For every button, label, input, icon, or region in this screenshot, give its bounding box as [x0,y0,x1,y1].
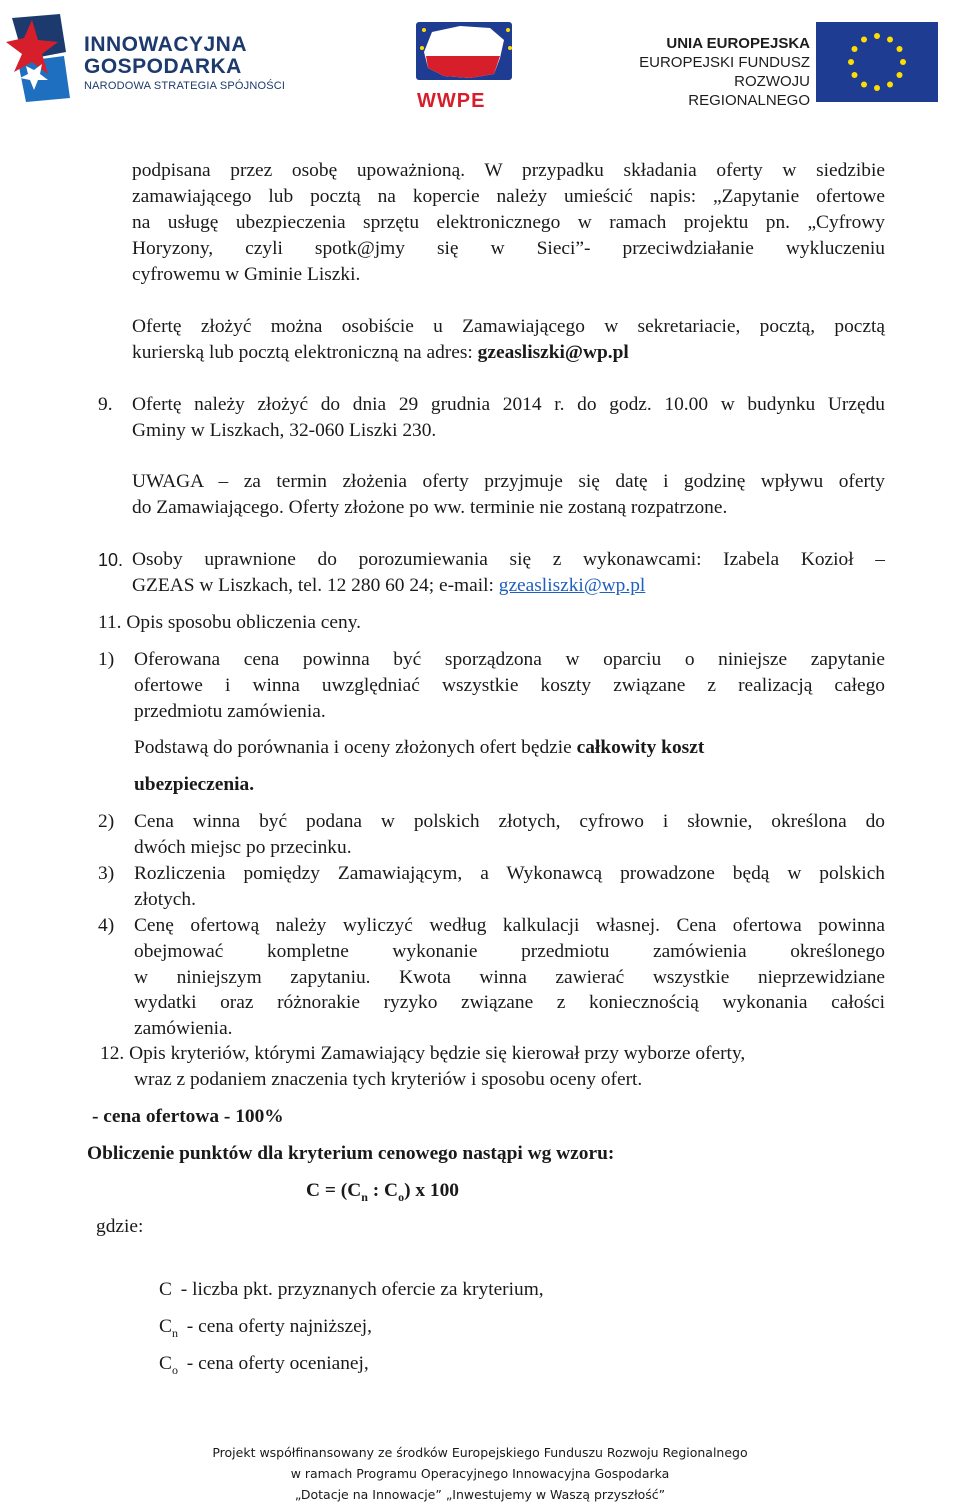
section-9-number: 9. [98,394,113,415]
ig-logo-line3: NARODOWA STRATEGIA SPÓJNOŚCI [84,80,286,92]
calculation-heading: Obliczenie punktów dla kryterium cenowego nastąpi wg wzoru: [87,1143,615,1164]
legend-row-co [159,1351,859,1383]
item-2-number: 2) [98,811,115,832]
criterion-price: - cena ofertowa - 100% [92,1106,284,1127]
p2-email: gzeasliszki@wp.pl [477,342,629,363]
item-1-number: 1) [98,649,115,670]
legend-row-c [159,1277,859,1309]
podstawa-bold: całkowity koszt [576,737,705,758]
legend-text: - cena oferty ocenianej, [186,1353,369,1374]
eu-logo-line3: ROZWOJU REGIONALNEGO [688,73,810,109]
wwpe-logo-text: WWPE [417,90,486,112]
p2-line2 [132,340,885,366]
item-3-number: 3) [98,863,115,884]
legend-symbol: C [159,1279,172,1300]
page-footer [0,1442,960,1505]
item-4-line3: w niniejszym zapytaniu. Kwota winna zawierać wszystkie nieprzewidziane [134,967,885,988]
formula-sub-o: o [398,1189,405,1204]
p1-line2: zamawiającego lub pocztą na kopercie należy umieścić napis: „Zapytanie ofertowe [132,186,885,207]
p1-line5: cyfrowemu w Gminie Liszki. [132,264,361,285]
formula-part-b: : C [367,1180,399,1201]
ig-star-icon [4,12,82,104]
item-2-line2: dwóch miejsc po przecinku. [134,837,352,858]
legend-symbol: C [159,1353,172,1374]
p1-line1: podpisana przez osobę upoważnioną. W przypadku składania oferty w siedzibie [132,160,885,181]
section-10-line2-text: GZEAS w Liszkach, tel. 12 280 60 24; e-mail: [132,575,494,596]
eu-logo-line1: UNIA EUROPEJSKA [666,35,810,52]
ig-logo-line1: INNOWACYJNA [84,33,248,56]
legend-symbol: C [159,1316,172,1337]
page-header [0,0,960,120]
item-3-line1: Rozliczenia pomiędzy Zamawiającym, a Wykonawcą prowadzone będą w polskich [134,863,885,884]
item-4-line2: obejmować kompletne wykonanie przedmiotu zamówienia określonego [134,941,885,962]
poland-map-flag-icon [410,18,520,88]
section-12-line1: 12. Opis kryteriów, którymi Zamawiający będzie się kierował przy wyborze oferty, [100,1043,746,1064]
footer-line3: „Dotacje na Innowacje” „Inwestujemy w Waszą przyszłość” [294,1487,666,1502]
p1-line4: Horyzony, czyli spotk@jmy się w Sieci”- przeciwdziałanie wykluczeniu [132,238,885,259]
p2-line2-text: kurierską lub pocztą elektroniczną na adres: [132,342,473,363]
p2-line1: Ofertę złożyć można osobiście u Zamawiającego w sekretariacie, pocztą, pocztą [132,316,885,337]
eu-logo-line2: EUROPEJSKI FUNDUSZ [639,54,810,71]
footer-line2: w ramach Programu Operacyjnego Innowacyjna Gospodarka [290,1466,670,1481]
item-3-line2: złotych. [134,889,196,910]
section-9-line1: Ofertę należy złożyć do dnia 29 grudnia 2014 r. do godz. 10.00 w budynku Urzędu [132,394,885,415]
formula-sub-n: n [361,1189,368,1204]
podstawa-text: Podstawą do porównania i oceny złożonych ofert będzie [134,737,572,758]
legend-sub: n [171,1325,178,1340]
podstawa-line1 [134,735,885,761]
item-1-line3: przedmiotu zamówienia. [134,701,326,722]
ig-logo-line2: GOSPODARKA [84,55,242,78]
item-1-line1: Oferowana cena powinna być sporządzona w oparciu o niniejsze zapytanie [134,649,885,670]
eu-flag-icon [816,22,938,102]
section-11-heading: 11. Opis sposobu obliczenia ceny. [98,612,361,633]
item-4-number: 4) [98,915,115,936]
item-1-line2: ofertowe i winna uwzględniać wszystkie koszty związane z realizacją całego [134,675,885,696]
section-10-line1: Osoby uprawnione do porozumiewania się z wykonawcami: Izabela Kozioł – [132,549,885,570]
legend-text: - liczba pkt. przyznanych ofercie za kryterium, [180,1279,544,1300]
section-10-line2 [132,573,885,599]
section-12-line2: wraz z podaniem znaczenia tych kryteriów i sposobu oceny ofert. [134,1069,643,1090]
item-2-line1: Cena winna być podana w polskich złotych, cyfrowo i słownie, określona do [134,811,885,832]
formula-part-a: C = (C [306,1180,362,1201]
wwpe-logo [410,18,520,110]
uwaga-line2: do Zamawiającego. Oferty złożone po ww. terminie nie zostaną rozpatrzone. [132,497,728,518]
item-4-line1: Cenę ofertową należy wyliczyć według kalkulacji własnej. Cena ofertowa powinna [134,915,885,936]
section-9-line2: Gminy w Liszkach, 32-060 Liszki 230. [132,420,437,441]
item-4-line5: zamówienia. [134,1018,233,1039]
item-4-line4: wydatki oraz różnorakie ryzyko związane z koniecznością wykonania całości [134,992,885,1013]
contact-email-link[interactable]: gzeasliszki@wp.pl [498,575,646,596]
eu-logo [610,22,940,109]
section-10-number: 10. [98,550,124,570]
formula-part-c: ) x 100 [404,1180,459,1201]
legend-sub: o [171,1362,178,1377]
podstawa-line2: ubezpieczenia. [134,774,255,795]
uwaga-line1: UWAGA – za termin złożenia oferty przyjmuje się datę i godzinę wpływu oferty [132,471,885,492]
legend-text: - cena oferty najniższej, [186,1316,372,1337]
gdzie-label: gdzie: [96,1216,144,1237]
price-formula [306,1178,606,1210]
legend-row-cn [159,1314,859,1346]
footer-line1: Projekt współfinansowany ze środków Europejskiego Funduszu Rozwoju Regionalnego [212,1445,748,1460]
p1-line3: na usługę ubezpieczenia sprzętu elektronicznego w ramach projektu pn. „Cyfrowy [132,212,885,233]
innowacyjna-gospodarka-logo [4,12,294,104]
